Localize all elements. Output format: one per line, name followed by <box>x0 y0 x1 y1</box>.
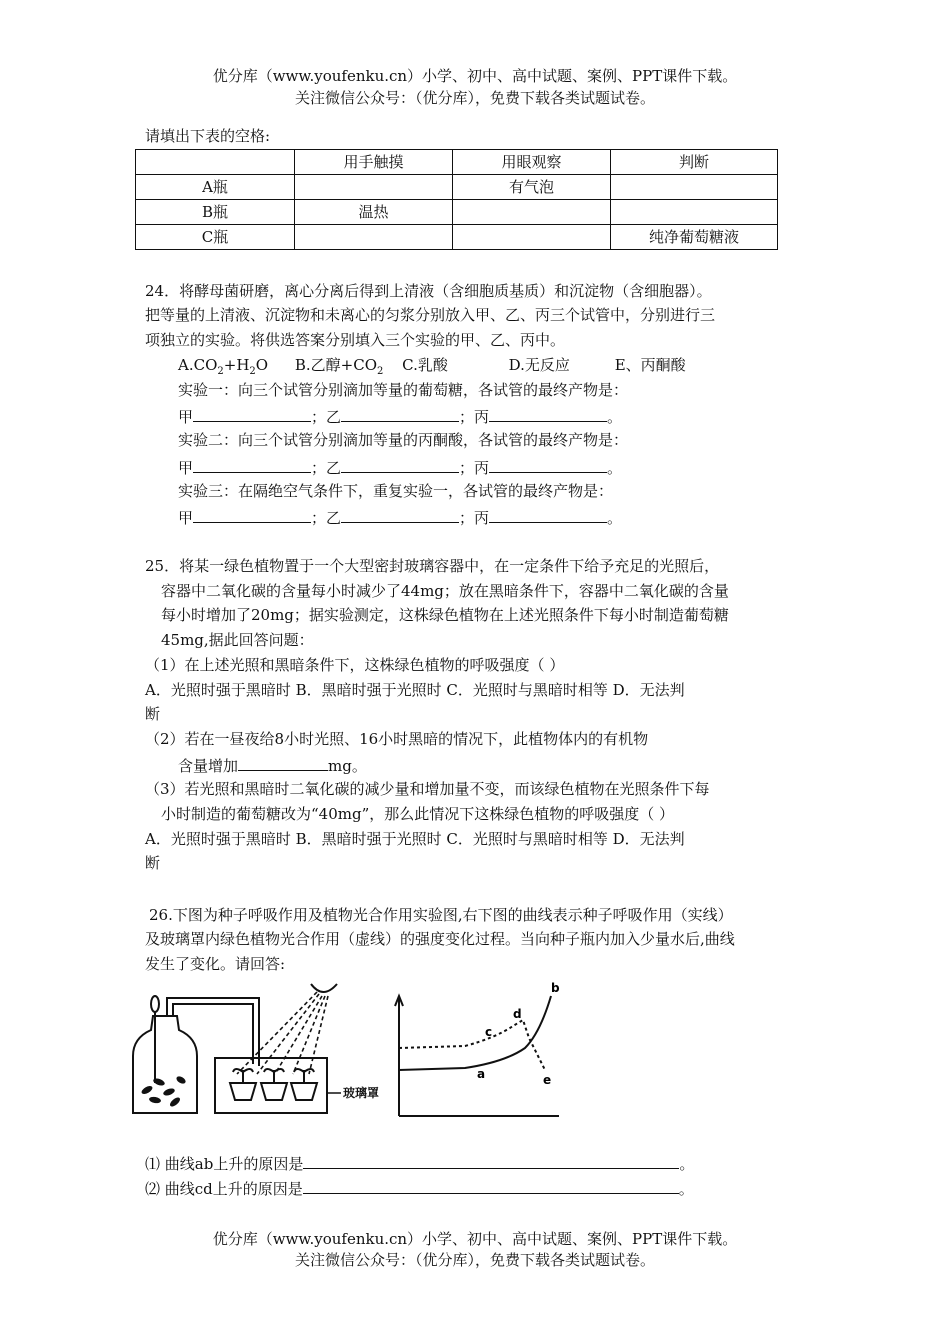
q26-line-3: 发生了变化。请回答: <box>145 955 286 973</box>
table-header-cell: 用眼观察 <box>453 150 611 175</box>
answer-table <box>135 149 778 250</box>
option-b: B.乙醇$+CO_2$ <box>294 356 384 377</box>
answer-blank[interactable] <box>193 506 311 523</box>
answer-blank[interactable] <box>238 754 328 771</box>
table-prompt: 请填出下表的空格: <box>145 127 271 145</box>
answer-blank[interactable] <box>489 405 607 422</box>
table-cell: 温热 <box>295 200 453 225</box>
option-a: $A.CO_2+H_2O$ <box>178 356 269 377</box>
q25-sub-1-options: A．光照时强于黑暗时 B．黑暗时强于光照时 C．光照时与黑暗时相等 D．无法判 <box>145 681 685 699</box>
table-cell <box>295 225 453 250</box>
q24-exp-3-answers: 甲 ；乙 ；丙 。 <box>178 506 622 528</box>
q25-line-2: 容器中二氧化碳的含量每小时减少了44mg；放在黑暗条件下，容器中二氧化碳的含量 <box>161 582 729 600</box>
table-cell <box>611 200 778 225</box>
q25-line-1: 25．将某一绿色植物置于一个大型密封玻璃容器中，在一定条件下给予充足的光照后， <box>145 557 720 575</box>
q26-line-1: 26.下图为种子呼吸作用及植物光合作用实验图,右下图的曲线表示种子呼吸作用（实线） <box>149 906 733 924</box>
curve-label-b: b <box>551 981 560 995</box>
q25-sub-3-options-cont: 断 <box>145 854 161 872</box>
curve-graph <box>395 981 560 1116</box>
q24-intro-2: 把等量的上清液、沉淀物和未离心的匀浆分别放入甲、乙、丙三个试管中，分别进行三 <box>145 306 716 324</box>
footer-line-1: 优分库（www.youfenku.cn）小学、初中、高中试题、案例、PPT课件下载。 <box>212 1230 738 1248</box>
seedlings <box>233 1069 314 1083</box>
q24-intro-3: 项独立的实验。将供选答案分别填入三个实验的甲、乙、丙中。 <box>145 331 566 349</box>
table-header-cell: 判断 <box>611 150 778 175</box>
table-row <box>136 200 778 225</box>
seeds <box>140 1075 187 1108</box>
answer-blank[interactable] <box>193 405 311 422</box>
photosynthesis-curve <box>399 1020 545 1070</box>
option-c: C.乳酸 <box>402 356 448 374</box>
curve-label-d: d <box>513 1007 522 1021</box>
table-header-cell: 用手触摸 <box>295 150 453 175</box>
option-d: D.无反应 <box>508 356 570 374</box>
q25-sub-3-options: A．光照时强于黑暗时 B．黑暗时强于光照时 C．光照时与黑暗时相等 D．无法判 <box>145 830 685 848</box>
q25-sub-3-cont: 小时制造的葡萄糖改为“40mg”，那么此情况下这株绿色植物的呼吸强度（ ） <box>161 805 675 823</box>
curve-label-c: c <box>485 1025 493 1039</box>
answer-blank[interactable] <box>341 456 459 473</box>
q24-exp-1-answers: 甲 ；乙 ；丙 。 <box>178 405 622 427</box>
q24-exp-2-answers: 甲 ；乙 ；丙 。 <box>178 456 622 478</box>
seed-jar <box>133 1016 197 1113</box>
answer-blank[interactable] <box>303 1177 679 1194</box>
q26-line-2: 及玻璃罩内绿色植物光合作用（虚线）的强度变化过程。当向种子瓶内加入少量水后,曲线 <box>145 930 735 948</box>
lamp-icon <box>311 984 337 992</box>
experiment-figure <box>125 978 575 1123</box>
answer-blank[interactable] <box>341 506 459 523</box>
q25-line-3: 每小时增加了20mg；据实验测定，这株绿色植物在上述光照条件下每小时制造葡萄糖 <box>161 606 729 624</box>
q25-sub-1-options-cont: 断 <box>145 705 161 723</box>
respiration-curve <box>399 996 551 1070</box>
table-cell: B瓶 <box>136 200 295 225</box>
answer-blank[interactable] <box>489 506 607 523</box>
answer-blank[interactable] <box>489 456 607 473</box>
footer-line-2: 关注微信公众号：（优分库），免费下载各类试题试卷。 <box>294 1251 655 1269</box>
table-header-cell <box>136 150 295 175</box>
plant-pot <box>291 1083 317 1100</box>
table-cell: C瓶 <box>136 225 295 250</box>
water-dropper <box>151 996 159 1012</box>
table-header-row <box>136 150 778 175</box>
curve-label-e: e <box>543 1073 552 1087</box>
answer-blank[interactable] <box>193 456 311 473</box>
q26-answer-1: ⑴ 曲线ab上升的原因是 。 <box>145 1152 694 1174</box>
q24-exp-1: 实验一：向三个试管分别滴加等量的葡萄糖，各试管的最终产物是： <box>178 381 629 399</box>
q25-line-4: 45mg,据此回答问题： <box>161 631 314 649</box>
connecting-tube <box>167 998 259 1066</box>
table-cell <box>295 175 453 200</box>
table-cell: 纯净葡萄糖液 <box>611 225 778 250</box>
table-cell <box>453 225 611 250</box>
curve-label-a: a <box>477 1067 486 1081</box>
answer-blank[interactable] <box>303 1152 679 1169</box>
header-line-2: 关注微信公众号：（优分库），免费下载各类试题试卷。 <box>294 89 655 107</box>
table-cell: A瓶 <box>136 175 295 200</box>
q25-sub-1: （1）在上述光照和黑暗条件下，这株绿色植物的呼吸强度（ ） <box>145 656 565 674</box>
table-cell <box>611 175 778 200</box>
option-e: E、丙酮酸 <box>614 356 686 374</box>
answer-blank[interactable] <box>341 405 459 422</box>
table-cell: 有气泡 <box>453 175 611 200</box>
q24-intro-1: 24．将酵母菌研磨，离心分离后得到上清液（含细胞质基质）和沉淀物（含细胞器）。 <box>145 282 712 300</box>
q26-answer-2: ⑵ 曲线cd上升的原因是 。 <box>145 1177 694 1199</box>
q25-sub-3: （3）若光照和黑暗时二氧化碳的减少量和增加量不变，而该绿色植物在光照条件下每 <box>145 780 710 798</box>
table-row <box>136 175 778 200</box>
q24-options <box>178 355 686 382</box>
q25-sub-2-answer: 含量增加 mg。 <box>178 754 367 776</box>
q24-exp-3: 实验三：在隔绝空气条件下，重复实验一，各试管的最终产物是： <box>178 482 614 500</box>
table-cell <box>453 200 611 225</box>
plant-pot <box>261 1083 287 1100</box>
plant-pot <box>230 1083 256 1100</box>
header-line-1: 优分库（www.youfenku.cn）小学、初中、高中试题、案例、PPT课件下载。 <box>212 67 738 85</box>
table-row <box>136 225 778 250</box>
q24-exp-2: 实验二：向三个试管分别滴加等量的丙酮酸，各试管的最终产物是： <box>178 431 629 449</box>
q25-sub-2: （2）若在一昼夜给8小时光照、16小时黑暗的情况下，此植物体内的有机物 <box>145 730 649 748</box>
glass-cover-label: 玻璃罩 <box>343 1086 380 1100</box>
